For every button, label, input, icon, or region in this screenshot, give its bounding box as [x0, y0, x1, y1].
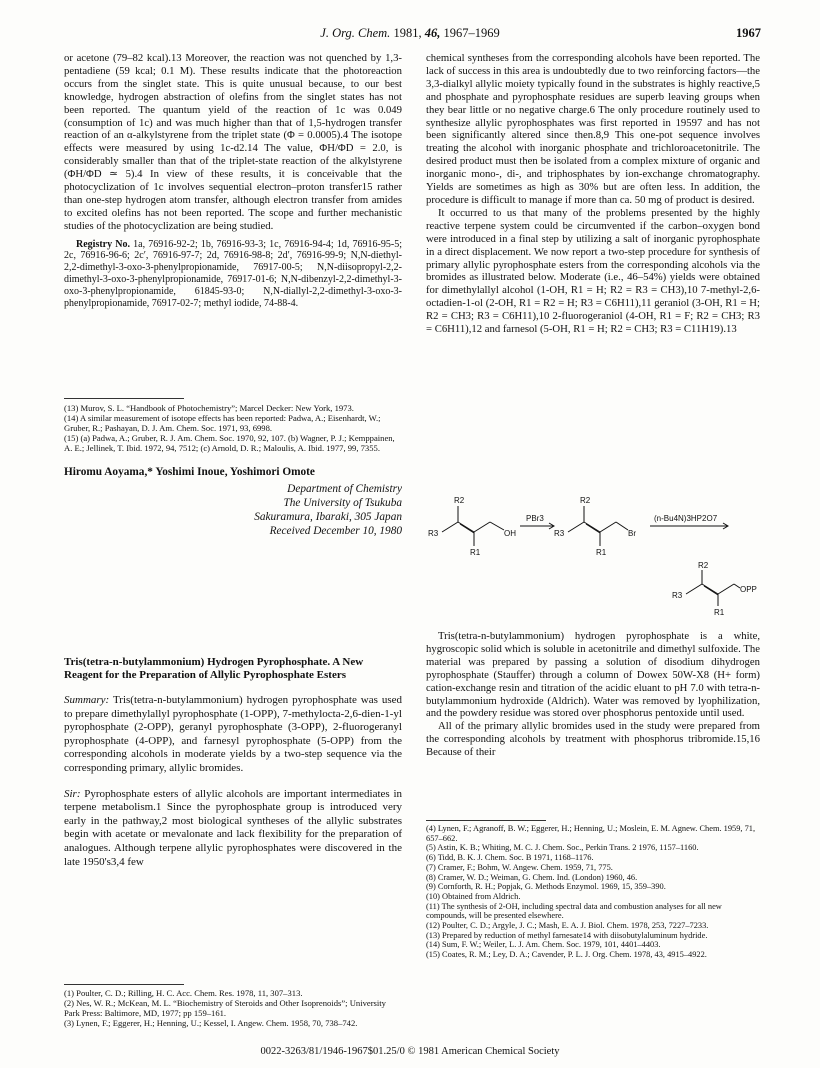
sir-paragraph [64, 788, 402, 870]
footnote-rule [64, 398, 184, 399]
right-paragraph-3: Tris(tetra-n-butylammonium) hydrogen pyrophosphate is a white, hygroscopic solid which is soluble in acetonitrile and dimethyl sulfoxide. The material was prepared by passing a solution of disodium dihydrogen pyrophosphate (Stauffer) through a column of Dowex 50W-X8 (H+ form) cation-exchange resin and titration of the acidic eluant to pH 7.0 with tetra-n-butylammonium hydroxide (Aldrich). Water was removed by lyophilization, and the powdery residue was stored over phosphorus pentoxide until used. [426, 630, 760, 720]
left-footnotes-top [64, 403, 402, 453]
sir-text: Pyrophosphate esters of allylic alcohols are important intermediates in terpene metabolism.1 Since the pyrophosphate group is introduced very early in the pathway,2 most biological syntheses of the allylic substrates begin with acetate or mevalonate and lack flexibility for the preparation of analogues. Although terpene allylic pyrophosphates were discovered in the late 1950's3,4 few [64, 787, 402, 868]
pyrophosphate-reagent: (n-Bu4N)3HP2O7 [654, 514, 718, 523]
location: Sakuramura, Ibaraki, 305 Japan [254, 510, 402, 523]
journal-name: J. Org. Chem. [320, 26, 391, 40]
reference-3: (3) Lynen, F.; Eggerer, H.; Henning, U.; Kessel, I. Angew. Chem. 1958, 70, 738–742. [64, 1018, 358, 1029]
reference-10: (10) Obtained from Aldrich. [426, 891, 521, 901]
r3-label-product: R3 [672, 591, 683, 600]
opp-label: OPP [740, 585, 757, 594]
r1-label-product: R1 [714, 608, 725, 617]
page-number: 1967 [736, 26, 761, 40]
summary-label: Summary: [64, 694, 110, 706]
left-column [64, 52, 402, 309]
university: The University of Tsukuba [283, 496, 402, 509]
left-paragraph-1: or acetone (79–82 kcal).13 Moreover, the reaction was not quenched by 1,3-pentadiene (59 kcal; 0.1 M). These results indicate that the photoreaction occurs from the singlet state. This is quite unusual because, to our best knowledge, hydrogen abstraction of olefins from the singlet states has not been reported. The quantum yield of the reaction of 1c was 0.049 (consumption of 1c) and was much higher than that of 1,5-hydrogen transfer reaction of an α-alkylstyrene from the triplet state (Φ = 0.0005).4 The isotope effects were measured by using 1c-d2.14 The value, ΦH/ΦD = 2.0, is considerably smaller than that of the triplet-state reaction of the alkylstyrene (ΦH/ΦD ≃ 5).4 In view of these results, it is conceivable that the photocyclization of 1c involves sequential electron–proton transfer15 rather than one-step hydrogen atom transfer, although electron transfer from amides to excited olefins has not been reported. The scope and further mechanistic studies of the photocyclization are being studied. [64, 52, 402, 232]
hydroxyl-label: OH [504, 529, 516, 538]
right-paragraph-4: All of the primary allylic bromides used in the study were prepared from the corresponding alcohols by treatment with phosphorus tribromide.15,16 Because of their [426, 720, 760, 759]
registry-label: Registry No. [76, 238, 130, 250]
author-block [64, 466, 402, 538]
article-title: Tris(tetra-n-butylammonium) Hydrogen Pyrophosphate. A New Reagent for the Preparation of Allylic Pyrophosphate Esters [64, 656, 364, 681]
journal-year: 1981, [393, 26, 422, 40]
footnote-rule-left [64, 984, 184, 985]
r2-label: R2 [454, 496, 465, 505]
reference-14b: (14) Sum, F. W.; Weiler, L. J. Am. Chem. Soc. 1979, 101, 4401–4403. [426, 940, 661, 950]
journal-pages: 1967–1969 [443, 26, 500, 40]
reference-8: (8) Cramer, W. D.; Weiman, G. Chem. Ind. (London) 1960, 46. [426, 872, 638, 882]
department: Department of Chemistry [287, 482, 402, 495]
registry-numbers [64, 239, 402, 310]
affiliation [64, 482, 402, 538]
reference-2: (2) Nes, W. R.; McKean, M. L. “Biochemistry of Steroids and Other Isoprenoids”; University Park Press: Baltimore, MD, 1977; pp 159–161. [64, 998, 386, 1019]
reference-13b: (13) Prepared by reduction of methyl farnesate14 with diisobutylaluminum hydride. [426, 930, 708, 940]
reference-7: (7) Cramer, F.; Bohm, W. Angew. Chem. 1959, 71, 775. [426, 862, 613, 872]
summary [64, 694, 402, 776]
journal-volume: 46, [424, 26, 441, 40]
r3-label-bromide: R3 [554, 529, 565, 538]
reference-1: (1) Poulter, C. D.; Rilling, H. C. Acc. Chem. Res. 1978, 11, 307–313. [64, 988, 303, 998]
reference-13: (13) Murov, S. L. “Handbook of Photochemistry”; Marcel Decker: New York, 1973. [64, 403, 354, 413]
running-header [0, 26, 820, 41]
reference-11: (11) The synthesis of 2-OH, including spectral data and combustion analyses for all new compounds, will be presented elsewhere. [426, 901, 722, 921]
right-column-top [426, 52, 760, 336]
reference-5: (5) Astin, K. B.; Whiting, M. C. J. Chem. Soc., Perkin Trans. 2 1976, 1157–1160. [426, 843, 699, 853]
reaction-scheme [428, 492, 762, 620]
authors: Hiromu Aoyama,* Yoshimi Inoue, Yoshimori Omote [64, 466, 315, 478]
bromine-label: Br [628, 529, 636, 538]
r1-label-bromide: R1 [596, 548, 607, 557]
reference-9: (9) Cornforth, R. H.; Popjak, G. Methods Enzymol. 1969, 15, 359–390. [426, 882, 666, 892]
reference-14: (14) A similar measurement of isotope effects has been reported: Padwa, A.; Eisenhardt, W.; Gruber, R.; Pashayan, D. J. Am. Chem. Soc. 1971, 93, 6998. [64, 413, 381, 434]
right-column-bottom [426, 630, 760, 759]
registry-text: 1a, 76916-92-2; 1b, 76916-93-3; 1c, 76916-94-4; 1d, 76916-95-5; 2c, 76916-96-6; 2c′, 76916-97-7; 2d, 76916-98-8; 2d′, 76916-99-9; N,N-diethyl-2,2-dimethyl-3-oxo-3-phenylpropionamide, 76917-00-5; N,N-diisopropyl-2,2-dimethyl-3-oxo-3-phenylpropionamide, 76917-01-6; N,N-dibenzyl-2,2-dimethyl-3-oxo-3-phenylpropionamide, 61845-93-0; N,N-diallyl-2,2-dimethyl-3-oxo-3-phenylpropionamide, 76917-02-7; methyl iodide, 74-88-4. [64, 238, 402, 309]
article-body-left [64, 656, 402, 869]
r3-label: R3 [428, 529, 439, 538]
sir-label: Sir: [64, 787, 81, 800]
right-footnotes [426, 824, 760, 960]
footnote-rule-right [426, 820, 546, 821]
reference-4: (4) Lynen, F.; Agranoff, B. W.; Eggerer, H.; Henning, U.; Moslein, E. M. Agnew. Chem. 1959, 71, 657–662. [426, 824, 756, 843]
right-paragraph-1: chemical syntheses from the corresponding alcohols have been reported. The lack of success in this area is undoubtedly due to two reinforcing factors—the 3,3-dialkyl allylic moiety typically found in the substrates is highly reactive,5 and phosphate and pyrophosphate residues are superb leaving groups when they bear little or no negative charge.6 The only procedure routinely used to synthesize allylic pyrophosphates was first reported in 19597 and has not been significantly altered since then.8,9 This one-pot sequence involves treating the alcohol with inorganic phosphate and trichloroacetonitrile. The desired product must then be isolated from a complex mixture of organic and inorganic mono-, di-, and triphosphates by ion-exchange chromatography. Yields are sometimes as high as 30% but are often less. In addition, the procedure is difficult to manage if more than ca. 50 mg of product is desired. [426, 52, 760, 206]
reference-12: (12) Poulter, C. D.; Argyle, J. C.; Mash, E. A. J. Biol. Chem. 1978, 253, 7227–7233. [426, 921, 709, 931]
r2-label-product: R2 [698, 561, 709, 570]
reference-6: (6) Tidd, B. K. J. Chem. Soc. B 1971, 1168–1176. [426, 853, 594, 863]
reference-15: (15) (a) Padwa, A.; Gruber, R. J. Am. Chem. Soc. 1970, 92, 107. (b) Wagner, P. J.; Kemppainen, A. E.; Jellinek, T. Ibid. 1972, 94, 7512; (c) Arnold, D. R.; Maloulis, A. Ibid. 1977, 99, 7355. [64, 433, 395, 454]
right-paragraph-2: It occurred to us that many of the problems presented by the highly reactive terpene system could be circumvented if the carbon–oxygen bond were introduced in a final step by utilizing a salt of inorganic pyrophosphate in a direct displacement. We now report a two-step procedure for synthesis of primary allylic pyrophosphate esters from the corresponding alcohols via the bromides as illustrated below. Moderate (i.e., 46–54%) yields were obtained for dimethylallyl alcohol (1-OH, R1 = H; R2 = R3 = CH3),10 7-methyl-2,6-octadien-1-ol (2-OH, R1 = R2 = H; R3 = C6H11),11 geraniol (3-OH, R1 = H; R2 = CH3; R3 = C6H11),10 2-fluorogeraniol (4-OH, R1 = F; R2 = CH3; R3 = C6H11),12 and farnesol (5-OH, R1 = H; R2 = CH3; R3 = C11H19).13 [426, 206, 760, 336]
left-footnotes-bottom [64, 988, 402, 1028]
reference-15b: (15) Coates, R. M.; Ley, D. A.; Cavender, P. L. J. Org. Chem. 1978, 43, 4915–4922. [426, 950, 707, 960]
r2-label-bromide: R2 [580, 496, 591, 505]
summary-text: Tris(tetra-n-butylammonium) hydrogen pyrophosphate was used to prepare dimethylallyl pyrophosphate (1-OPP), 7-methylocta-2,6-dien-1-yl pyrophosphate (2-OPP), geranyl pyrophosphate (3-OPP), 2-fluorogeranyl pyrophosphate (4-OPP), and farnesyl pyrophosphate (5-OPP) from the corresponding alcohols in moderate yields by a two-step sequence via the corresponding primary, allylic bromides. [64, 694, 402, 774]
pbr3-reagent: PBr3 [526, 514, 544, 523]
received-date: Received December 10, 1980 [269, 524, 402, 537]
page-footer: 0022-3263/81/1946-1967$01.25/0 © 1981 American Chemical Society [260, 1046, 560, 1057]
r1-label: R1 [470, 548, 481, 557]
